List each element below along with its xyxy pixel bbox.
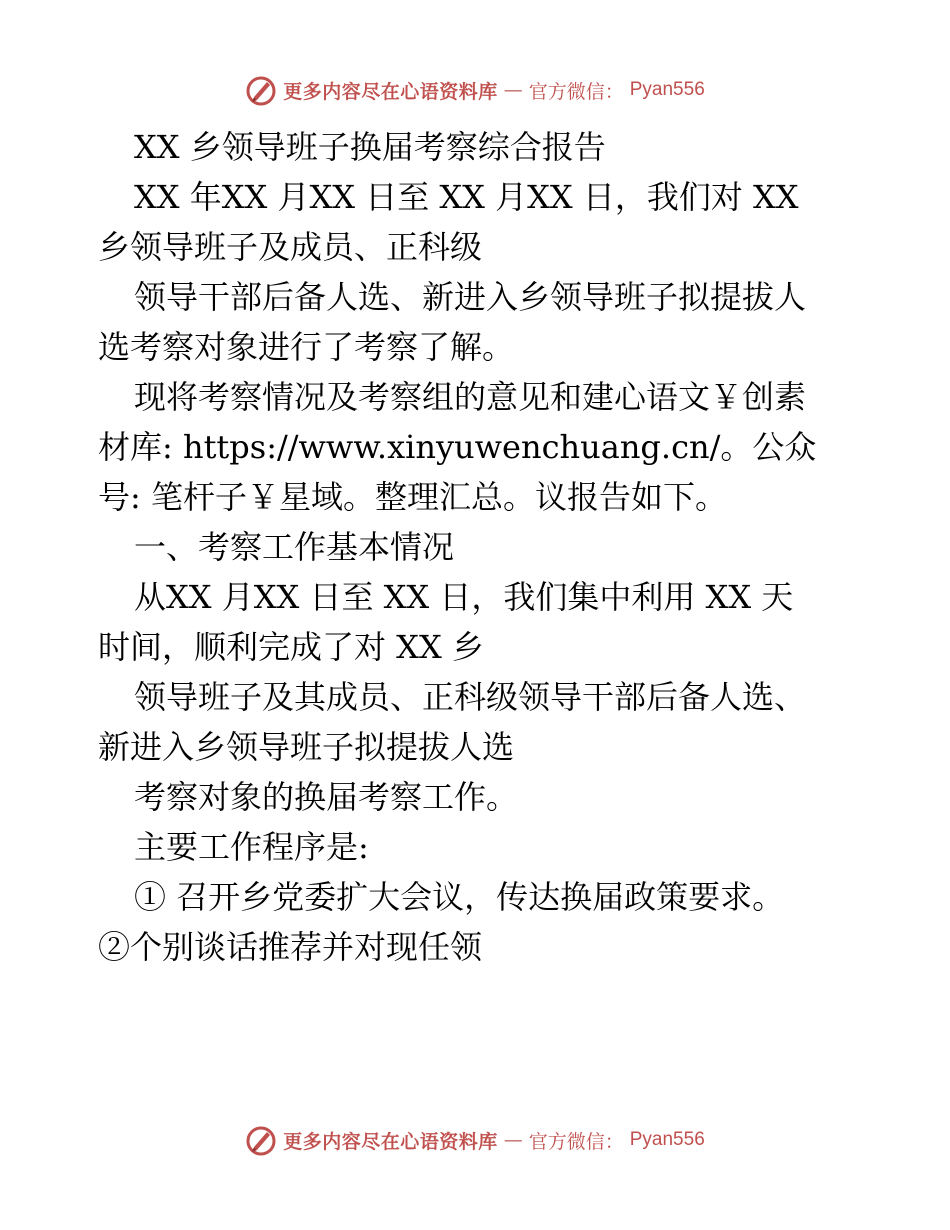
text-line: XX 年XX 月XX 日至 XX 月XX 日，我们对 XX — [134, 178, 799, 216]
text-line: 材库: https://www.xinyuwenchuang.cn/。公众 — [98, 428, 817, 466]
text-line: 乡领导班子及成员、正科级 — [98, 228, 483, 266]
text-line: 领导班子及其成员、正科级领导干部后备人选、 — [134, 678, 807, 716]
banner-wechat-label: 官方微信： — [528, 80, 624, 103]
banner-main-text: 更多内容尽在心语资料库 — [283, 80, 498, 103]
banner-separator: — — [503, 1129, 523, 1151]
banner-wechat-label: 官方微信： — [528, 1130, 624, 1153]
banner-separator: — — [503, 79, 523, 101]
pen-logo-icon — [245, 1124, 277, 1156]
text-line: 时间，顺利完成了对 XX 乡 — [98, 628, 484, 666]
document-body — [98, 122, 868, 972]
banner-wechat-id: Pyan556 — [629, 1129, 705, 1150]
footer-watermark — [0, 1120, 950, 1160]
text-line: 考察对象的换届考察工作。 — [134, 778, 519, 816]
text-line: ②个别谈话推荐并对现任领 — [98, 928, 483, 966]
text-line: 主要工作程序是: — [134, 828, 369, 866]
document-title: XX 乡领导班子换届考察综合报告 — [134, 128, 606, 166]
banner-wechat-id: Pyan556 — [629, 79, 705, 100]
section-heading: 一、考察工作基本情况 — [134, 528, 455, 566]
text-line: 现将考察情况及考察组的意见和建心语文￥创素 — [134, 378, 807, 416]
text-line: ① 召开乡党委扩大会议，传达换届政策要求。 — [134, 878, 785, 916]
pen-logo-icon — [245, 74, 277, 106]
banner-main-text: 更多内容尽在心语资料库 — [283, 1130, 498, 1153]
text-line: 从XX 月XX 日至 XX 日，我们集中利用 XX 天 — [134, 578, 794, 616]
text-line: 新进入乡领导班子拟提拔人选 — [98, 728, 515, 766]
text-line: 领导干部后备人选、新进入乡领导班子拟提拔人 — [134, 278, 807, 316]
header-watermark — [0, 70, 950, 110]
text-line: 号: 笔杆子￥星域。整理汇总。议报告如下。 — [98, 478, 727, 516]
text-line: 选考察对象进行了考察了解。 — [98, 328, 515, 366]
